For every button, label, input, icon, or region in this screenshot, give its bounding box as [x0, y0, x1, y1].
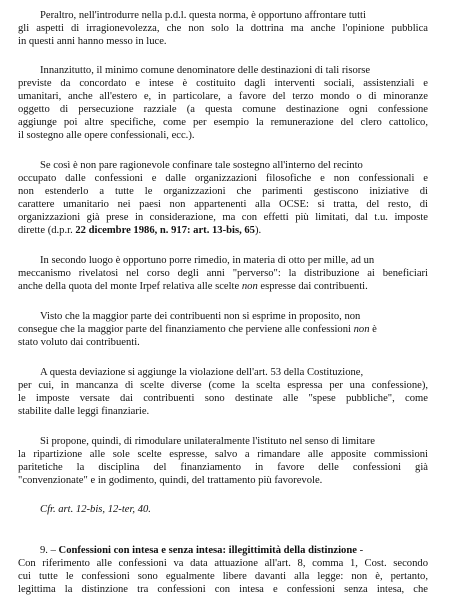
- paragraph-line: la ripartizione alle sole scelte espresse, salvo a rimandare alle apposite commissioni: [18, 449, 428, 460]
- paragraph-line: legittima la distinzione tra confessioni con intesa e confessioni senza intesa, che: [18, 584, 428, 595]
- section-title: Confessioni con intesa e senza intesa: illegittimità della distinzione: [58, 545, 357, 556]
- paragraph-line: previste da concordato e intese è costituito dagli interventi sociali, assistenziali e: [18, 78, 428, 89]
- paragraph-line: paritetiche la disciplina del finanziamento in favore delle confessioni già: [18, 462, 428, 473]
- paragraph-line: Visto che la maggior parte dei contribuenti non si esprime in proposito, non: [40, 311, 361, 322]
- paragraph-line: carattere umanitario nei paesi non appartenenti alla OCSE: si tratta, del resto, di: [18, 199, 428, 210]
- paragraph-line: organizzazioni già prese in considerazione, ma con effetti più limitati, dal t.u. imposte: [18, 212, 428, 223]
- paragraph-line: aggiunge poi altre specifiche, come per esempio la remunerazione del clero cattolico,: [18, 117, 428, 128]
- emphasis-text: non: [353, 324, 370, 335]
- text-run: dirette (d.p.r.: [18, 225, 76, 236]
- paragraph-line: In secondo luogo è opportuno porre rimedio, in materia di otto per mille, ad un: [40, 255, 375, 266]
- text-run: è: [369, 324, 377, 335]
- paragraph-line: "convenzionate" e in godimento, quindi, del trattamento più favorevole.: [18, 475, 323, 486]
- paragraph-line: non estenderlo a tutte le organizzazioni che parimenti gestiscono iniziative di: [18, 186, 428, 197]
- paragraph-line: [18, 224, 428, 237]
- paragraph-line: gli aspetti di irragionevolezza, che non solo la dottrina ma anche l'opinione pubblica: [18, 23, 428, 34]
- text-run: consegue che la maggior parte del finanziamento che perviene alle confessioni: [18, 324, 354, 335]
- paragraph-line: il sostegno alle opere confessionali, ecc.).: [18, 130, 195, 141]
- emphasis-text: non: [241, 281, 258, 292]
- section-number: 9. –: [40, 545, 59, 556]
- paragraph-line: Se così è non pare ragionevole confinare tale sostegno all'interno del recinto: [40, 160, 363, 171]
- paragraph-line: meccanismo rivelatosi nel corso degli anni "perverso": la distribuzione ai beneficiari: [18, 268, 428, 279]
- paragraph-line: occupato dalle confessioni e dalle organizzazioni filosofiche e non confessionali e: [18, 173, 428, 184]
- paragraph-line: oggetto di persecuzione razziale (a questa comune destinazione ogni confessione: [18, 104, 428, 115]
- paragraph-line: [18, 280, 428, 293]
- text-run: ).: [254, 225, 262, 236]
- paragraph-line: [18, 323, 428, 336]
- paragraph-line: Peraltro, nell'introdurre nella p.d.l. questa norma, è opportuno affrontare tutti: [40, 10, 366, 21]
- paragraph-line: in questi anni hanno messo in luce.: [18, 36, 167, 47]
- cross-reference: Cfr. art. 12-bis, 12-ter, 40.: [40, 504, 151, 515]
- paragraph-line: Innanzitutto, il minimo comune denominatore delle destinazioni di tali risorse: [40, 65, 371, 76]
- paragraph-line: Con riferimento alle confessioni va data attuazione all'art. 8, comma 1, Cost. secondo: [18, 558, 428, 569]
- text-run: -: [356, 545, 364, 556]
- text-run: anche della quota del monte Irpef relativa alle scelte: [18, 281, 242, 292]
- section-heading: [40, 544, 428, 557]
- paragraph-line: A questa deviazione si aggiunge la violazione dell'art. 53 della Costituzione,: [40, 367, 364, 378]
- legal-citation: 22 dicembre 1986, n. 917: art. 13-bis, 65: [75, 225, 255, 236]
- paragraph-line: le imposte versate dai contribuenti sono destinate alle "spese pubbliche", come: [18, 393, 428, 404]
- paragraph-line: Si propone, quindi, di rimodulare unilateralmente l'istituto nel senso di limitare: [40, 436, 375, 447]
- paragraph-line: stabilite dalle leggi finanziarie.: [18, 406, 150, 417]
- paragraph-line: cui tutte le confessioni sono egualmente libere davanti alla legge: non è, pertanto,: [18, 571, 428, 582]
- paragraph-line: per cui, in mancanza di scelte diverse (come la scelta espressa per una confessione),: [18, 380, 428, 391]
- paragraph-line: umanitari, anche all'estero e, in particolare, a favore del terzo mondo o di minoranze: [18, 91, 428, 102]
- paragraph-line: stato voluto dai contribuenti.: [18, 337, 140, 348]
- text-run: espresse dai contribuenti.: [257, 281, 368, 292]
